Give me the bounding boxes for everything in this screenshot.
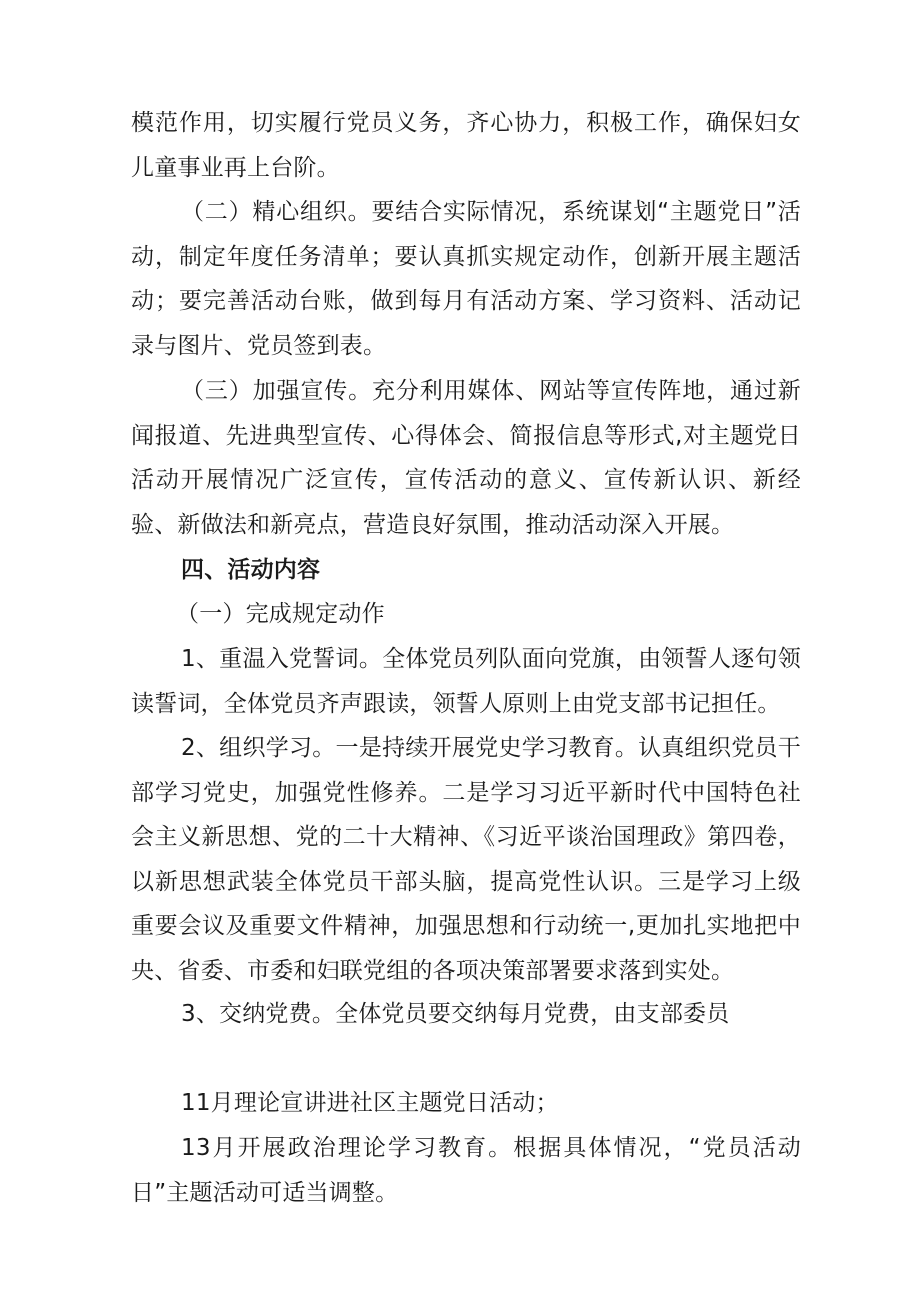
paragraph-dues: 3、交纳党费。全体党员要交纳每月党费，由支部委员 — [181, 1001, 730, 1027]
paragraph-november: 11月理论宣讲进社区主题党日活动； — [181, 1090, 559, 1116]
paragraph-oath: 1、重温入党誓词。全体党员列队面向党旗，由领誓人逐句领读誓词，全体党员齐声跟读，领誓人原则上由党支部书记担任。 — [131, 646, 801, 717]
subsection-heading-required-actions: （一）完成规定动作 — [176, 601, 385, 627]
paragraph-study: 2、组织学习。一是持续开展党史学习教育。认真组织党员干部学习党史，加强党性修养。二是学习习近平新时代中国特色社会主义新思想、党的二十大精神、《习近平谈治国理政》第四卷，以新思想武装全体党员干部头脑，提高党性认识。三是学习上级重要会议及重要文件精神，加强思想和行动统一,更加扎实地把中央、省委、市委和妇联党组的各项决策部署要求落到实处。 — [131, 735, 801, 984]
paragraph-publicity: （三）加强宣传。充分利用媒体、网站等宣传阵地，通过新闻报道、先进典型宣传、心得体会、简报信息等形式,对主题党日活动开展情况广泛宣传，宣传活动的意义、宣传新认识、新经验、新做法和新亮点，营造良好氛围，推动活动深入开展。 — [131, 378, 801, 538]
paragraph-organize: （二）精心组织。要结合实际情况，系统谋划“主题党日”活动，制定年度任务清单；要认真抓实规定动作，创新开展主题活动；要完善活动台账，做到每月有活动方案、学习资料、活动记录与图片、党员签到表。 — [131, 199, 801, 359]
section-heading-activity-content: 四、活动内容 — [181, 557, 321, 583]
paragraph-continuation: 模范作用，切实履行党员义务，齐心协力，积极工作，确保妇女儿童事业再上台阶。 — [131, 110, 801, 181]
paragraph-month-13: 13月开展政治理论学习教育。根据具体情况，“党员活动日”主题活动可适当调整。 — [131, 1135, 801, 1206]
